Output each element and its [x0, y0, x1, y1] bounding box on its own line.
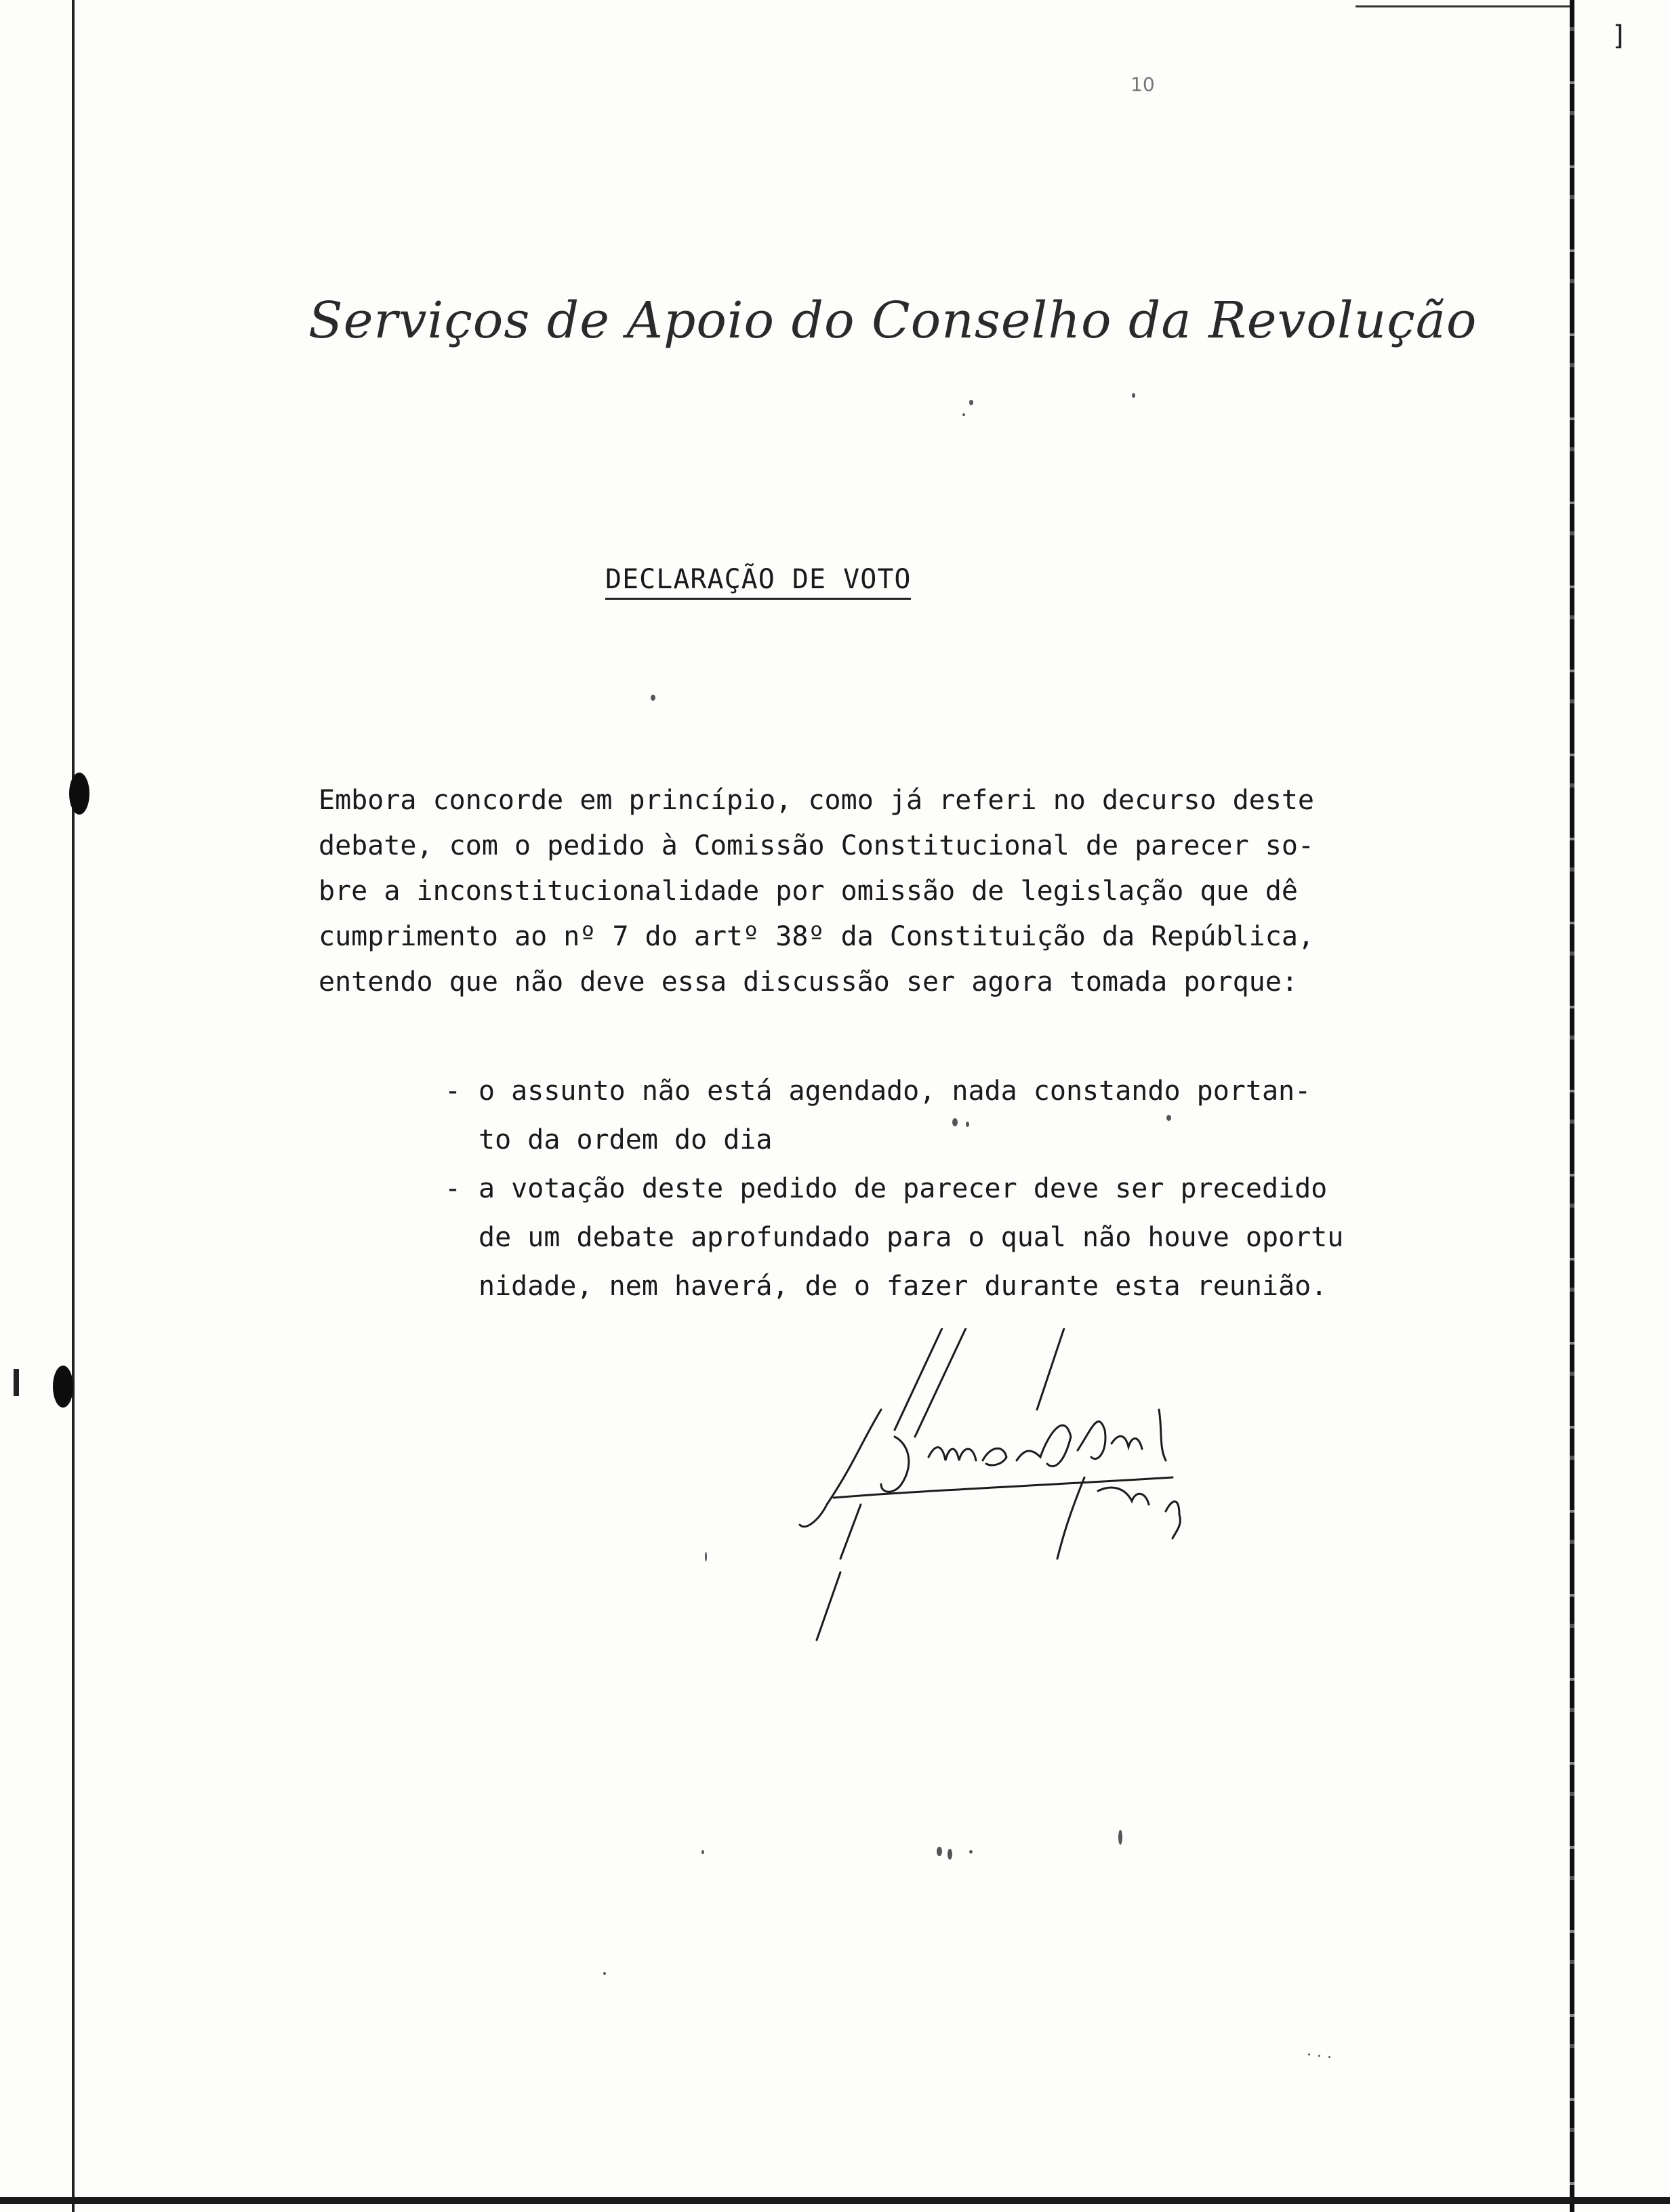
body-line: Embora concorde em princípio, como já referi no decurso deste: [319, 785, 1315, 816]
signature-stroke: [1017, 1425, 1071, 1466]
signature-stroke: [840, 1504, 861, 1559]
signature-stroke: [895, 1328, 942, 1430]
scan-top-edge: [1356, 5, 1570, 7]
signature-stroke: [983, 1448, 1006, 1465]
reasons-list: [445, 1067, 1344, 1311]
list-bullet: -: [445, 1076, 462, 1107]
signature-stroke: [1078, 1422, 1105, 1459]
signature-stroke: [1112, 1436, 1142, 1449]
body-line: entendo que não deve essa discussão ser agora tomada porque:: [319, 966, 1298, 998]
signature-stroke: [834, 1477, 1173, 1498]
list-item: [445, 1164, 1344, 1311]
list-item-line: nidade, nem haverá, de o fazer durante esta reunião.: [478, 1271, 1328, 1302]
scan-right-edge: [1570, 0, 1574, 2212]
body-line: bre a inconstitucionalidade por omissão de legislação que dê: [319, 876, 1298, 907]
corner-bracket-mark: ]: [1613, 20, 1624, 52]
body-line: debate, com o pedido à Comissão Constitucional de parecer so-: [319, 830, 1315, 861]
scan-bottom-edge: [0, 2197, 1670, 2204]
signature-stroke: [915, 1328, 966, 1437]
signature-stroke: [1037, 1328, 1064, 1410]
list-bullet: -: [445, 1173, 462, 1204]
body-paragraph: [319, 778, 1315, 1005]
punch-hole: [69, 773, 89, 815]
signature-stroke: [1159, 1410, 1166, 1460]
signature-stroke: [1098, 1488, 1149, 1504]
handwritten-signature: [779, 1328, 1322, 1654]
signature-stroke: [1166, 1502, 1180, 1538]
list-item-line: a votação deste pedido de parecer deve ser precedido: [478, 1173, 1328, 1204]
margin-mark: [14, 1369, 19, 1396]
signature-stroke: [929, 1448, 976, 1460]
signature-stroke: [1057, 1477, 1084, 1559]
signature-stroke: [800, 1410, 881, 1527]
signature-stroke: [817, 1572, 840, 1640]
list-item-line: o assunto não está agendado, nada constando portan-: [478, 1076, 1311, 1107]
scan-left-edge: [72, 0, 75, 2212]
list-item-line: de um debate aprofundado para o qual não houve oportu: [478, 1222, 1344, 1253]
punch-hole: [53, 1366, 73, 1408]
signature-stroke: [881, 1437, 909, 1492]
document-title: DECLARAÇÃO DE VOTO: [605, 564, 911, 600]
folio-number: 10: [1131, 73, 1155, 96]
letterhead: Serviços de Apoio do Conselho da Revolução: [308, 291, 1478, 350]
body-line: cumprimento ao nº 7 do artº 38º da Constituição da República,: [319, 921, 1315, 952]
list-item-line: to da ordem do dia: [478, 1124, 773, 1155]
